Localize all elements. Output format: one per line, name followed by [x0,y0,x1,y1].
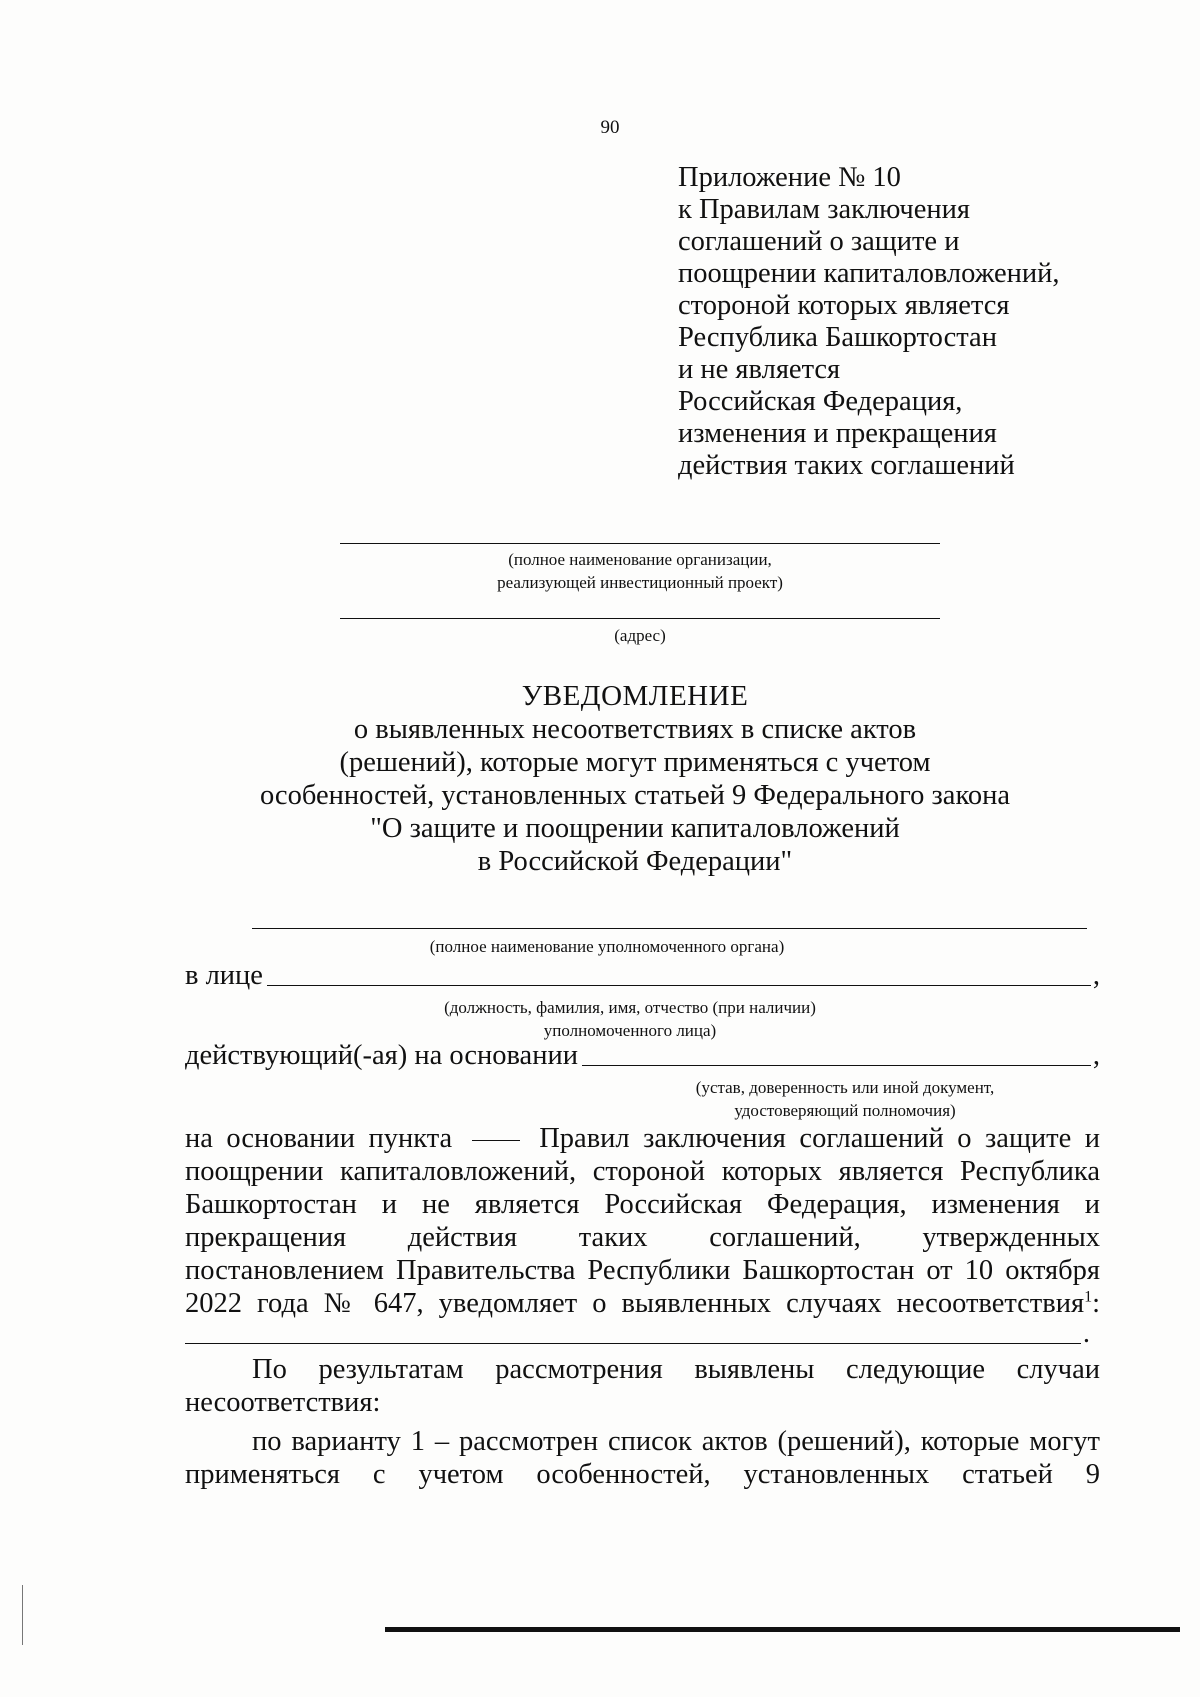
results-line: несоответствия: [185,1387,381,1418]
scan-edge-mark [22,1585,23,1645]
body-text [185,1288,1100,1319]
clause-number-blank [472,1140,520,1141]
org-caption-line: (полное наименование организации, [508,550,772,569]
authority-caption: (полное наименование уполномоченного органа) [429,937,785,956]
org-name-line [340,543,940,544]
variant-line: по варианту 1 – рассмотрен список актов (решений), которые могут [252,1426,1100,1457]
appendix-line: Российская Федерация, [678,386,963,417]
person-label: в лице [185,960,263,991]
appendix-line: к Правилам заключения [678,194,970,225]
body-line: поощрении капиталовложений, стороной которых является Республика [185,1156,1100,1187]
variant-line: применяться с учетом особенностей, установленных статьей 9 [185,1459,1100,1490]
appendix-line: и не является [678,354,841,385]
appendix-line: изменения и прекращения [678,418,997,449]
appendix-line: действия таких соглашений [678,450,1015,481]
basis-caption-line: (устав, доверенность или иной документ, [695,1078,995,1097]
body-line [185,1287,1100,1320]
body-line: постановлением Правительства Республики Башкортостан от 10 октября [185,1255,1100,1286]
person-fill-line [267,984,1091,986]
bottom-rule [385,1627,1180,1632]
person-caption-line: уполномоченного лица) [543,1021,717,1040]
basis-comma: , [1092,1040,1100,1071]
results-line: По результатам рассмотрения выявлены следующие случаи [252,1354,1100,1385]
org-caption-line: реализующей инвестиционный проект) [497,573,783,592]
address-line [340,618,940,619]
notice-subtitle-line: о выявленных несоответствиях в списке актов [353,714,917,745]
appendix-line: стороной которых является [678,290,1010,321]
notice-subtitle-line: в Российской Федерации" [477,846,793,877]
notice-subtitle-line: особенностей, установленных статьей 9 Федерального закона [259,780,1011,811]
body-line [185,1122,1100,1155]
footnote-mark: 1 [1084,1288,1093,1306]
address-caption: (адрес) [614,626,666,645]
basis-label: действующий(-ая) на основании [185,1040,578,1071]
appendix-line: Приложение № 10 [678,162,901,193]
appendix-line: поощрении капиталовложений, [678,258,1060,289]
notice-subtitle-line: (решений), которые могут применяться с учетом [339,747,931,778]
body-text-run: 2022 года № 647, уведомляет о выявленных случаях несоответствия [185,1288,1085,1319]
colon: : [1092,1288,1100,1319]
inconsistency-fill-row [185,1318,1090,1350]
basis-fill-line [582,1064,1091,1066]
body-text: Правил заключения соглашений о защите и [539,1123,1101,1154]
basis-caption [650,1076,1040,1122]
period: . [1082,1318,1090,1349]
person-caption-line: (должность, фамилия, имя, отчество (при наличии) [444,998,816,1017]
appendix-line: Республика Башкортостан [678,322,997,353]
basis-caption-line: удостоверяющий полномочия) [734,1101,956,1120]
appendix-line: соглашений о защите и [678,226,960,257]
body-text: на основании пункта [185,1123,453,1154]
inconsistency-fill-line [185,1342,1081,1344]
notice-title [160,680,1110,878]
person-caption [395,996,865,1042]
notice-subtitle-line: "О защите и поощрении капиталовложений [370,813,900,844]
org-name-caption [340,548,940,594]
person-field-row [185,960,1100,992]
appendix-header [678,162,1060,482]
page-number: 90 [600,117,620,138]
body-line: прекращения действия таких соглашений, утвержденных [185,1222,1100,1253]
person-comma: , [1092,960,1100,991]
authority-name-line [252,928,1087,929]
notice-heading: УВЕДОМЛЕНИЕ [521,680,749,712]
body-line: Башкортостан и не является Российская Федерация, изменения и [185,1189,1100,1220]
basis-field-row [185,1040,1100,1072]
